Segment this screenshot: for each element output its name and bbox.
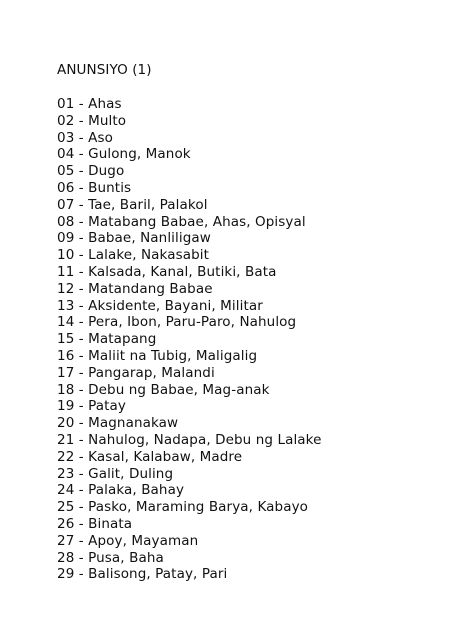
list-item: 17 - Pangarap, Malandi	[57, 364, 215, 381]
document-content	[57, 62, 457, 583]
list-item: 10 - Lalake, Nakasabit	[57, 247, 210, 264]
list-item: 21 - Nahulog, Nadapa, Debu ng Lalake	[57, 431, 322, 448]
list-item: 22 - Kasal, Kalabaw, Madre	[57, 448, 243, 465]
list-item: 23 - Galit, Duling	[57, 465, 174, 482]
list-item: 24 - Palaka, Bahay	[57, 482, 185, 499]
list-item: 09 - Babae, Nanliligaw	[57, 230, 211, 247]
list-item: 19 - Patay	[57, 398, 126, 415]
list-item: 02 - Multo	[57, 112, 127, 129]
list-item: 11 - Kalsada, Kanal, Butiki, Bata	[57, 263, 277, 280]
list-item: 12 - Matandang Babae	[57, 280, 213, 297]
list-item: 07 - Tae, Baril, Palakol	[57, 196, 208, 213]
list-item: 29 - Balisong, Patay, Pari	[57, 566, 228, 583]
list-item: 06 - Buntis	[57, 179, 132, 196]
list-item: 15 - Matapang	[57, 331, 157, 348]
entry-list	[57, 96, 457, 583]
document-title: ANUNSIYO (1)	[57, 62, 152, 78]
list-item: 27 - Apoy, Mayaman	[57, 532, 199, 549]
list-item: 01 - Ahas	[57, 96, 122, 112]
list-item: 04 - Gulong, Manok	[57, 146, 191, 163]
list-item: 28 - Pusa, Baha	[57, 549, 164, 566]
list-item: 16 - Maliit na Tubig, Maligalig	[57, 347, 258, 364]
list-item: 05 - Dugo	[57, 163, 125, 180]
list-item: 26 - Binata	[57, 515, 133, 532]
list-item: 14 - Pera, Ibon, Paru-Paro, Nahulog	[57, 314, 297, 331]
list-item: 18 - Debu ng Babae, Mag-anak	[57, 381, 270, 398]
list-item: 08 - Matabang Babae, Ahas, Opisyal	[57, 213, 306, 230]
list-item: 25 - Pasko, Maraming Barya, Kabayo	[57, 499, 309, 516]
list-item: 13 - Aksidente, Bayani, Militar	[57, 297, 263, 314]
list-item: 03 - Aso	[57, 129, 113, 146]
list-item: 20 - Magnanakaw	[57, 415, 179, 432]
